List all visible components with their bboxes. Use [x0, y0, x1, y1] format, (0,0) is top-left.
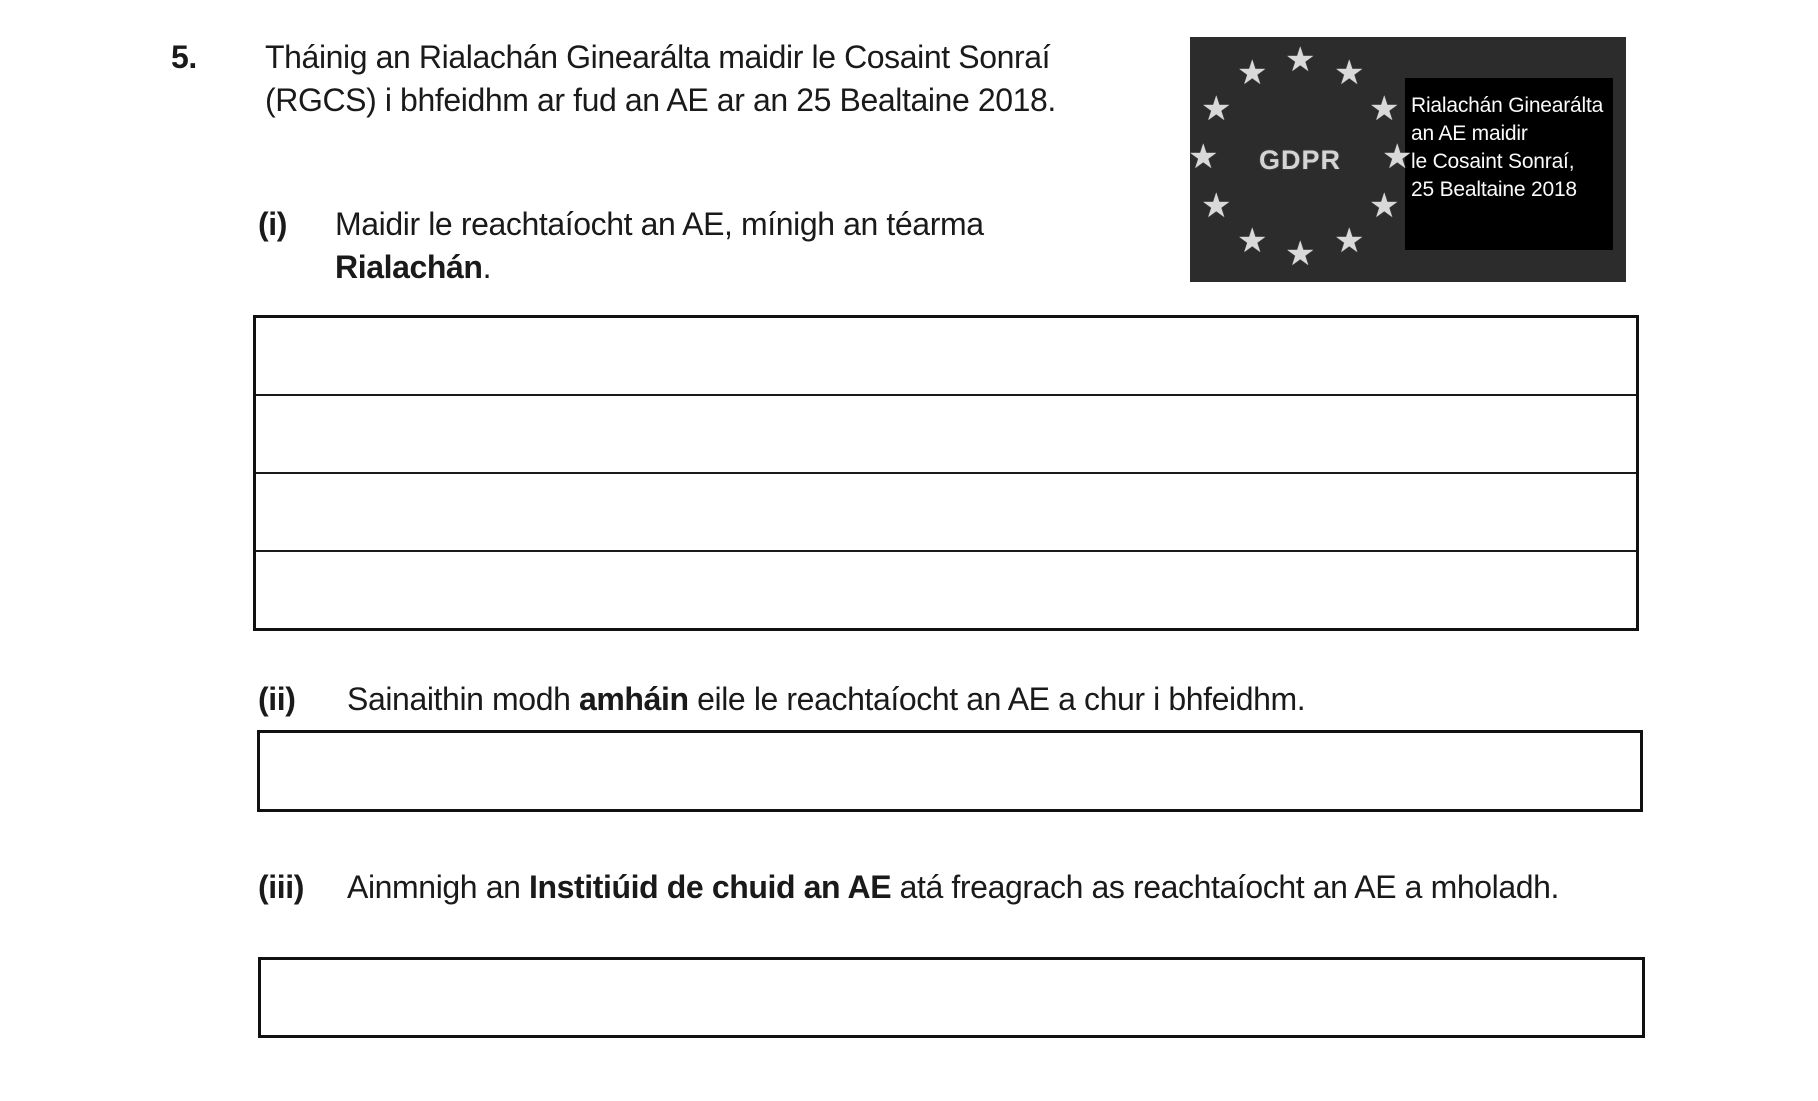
eu-star-icon: ★ — [1236, 222, 1268, 260]
subquestion-i-line-1: Maidir le reachtaíocht an AE, mínigh an téarma — [335, 206, 984, 242]
answer-line[interactable] — [256, 552, 1636, 628]
subquestion-i-term: Rialachán — [335, 249, 483, 285]
eu-star-icon: ★ — [1187, 138, 1219, 176]
eu-star-icon: ★ — [1381, 138, 1413, 176]
subquestion-ii-text — [347, 678, 1305, 721]
answer-table-i — [253, 315, 1639, 631]
question-intro-line-2: (RGCS) i bhfeidhm ar fud an AE ar an 25 Bealtaine 2018. — [265, 82, 1056, 118]
eu-star-icon: ★ — [1200, 90, 1232, 128]
answer-box-iii[interactable] — [258, 957, 1645, 1038]
question-intro — [265, 36, 1056, 122]
subquestion-iii-plain-2: atá freagrach as reachtaíocht an AE a mholadh. — [891, 869, 1560, 905]
eu-star-icon: ★ — [1284, 235, 1316, 273]
gdpr-figure — [1187, 37, 1626, 282]
eu-star-icon: ★ — [1368, 187, 1400, 225]
eu-star-icon: ★ — [1368, 90, 1400, 128]
eu-star-icon: ★ — [1200, 187, 1232, 225]
question-number: 5. — [171, 39, 197, 75]
eu-star-icon: ★ — [1236, 54, 1268, 92]
gdpr-logo-text: GDPR — [1258, 145, 1341, 175]
subquestion-iii-text — [347, 866, 1559, 909]
subquestion-ii-plain-2: eile le reachtaíocht an AE a chur i bhfeidhm. — [688, 681, 1306, 717]
eu-star-icon: ★ — [1333, 222, 1365, 260]
gdpr-caption-line: Rialachán Ginearálta — [1411, 94, 1604, 117]
answer-line[interactable] — [256, 396, 1636, 474]
subquestion-ii-bold: amháin — [578, 681, 689, 717]
gdpr-caption-line: 25 Bealtaine 2018 — [1411, 178, 1577, 201]
subquestion-iii-bold: Institiúid de chuid an AE — [528, 869, 892, 905]
eu-star-icon: ★ — [1333, 54, 1365, 92]
gdpr-caption — [1405, 78, 1613, 250]
subquestion-i-text — [335, 203, 984, 289]
answer-line[interactable] — [256, 318, 1636, 396]
eu-star-icon: ★ — [1284, 41, 1316, 79]
gdpr-caption-line: le Cosaint Sonraí, — [1411, 150, 1575, 173]
gdpr-caption-line: an AE maidir — [1411, 122, 1528, 145]
subquestion-ii-plain-1: Sainaithin modh — [347, 681, 579, 717]
subquestion-i-label: (i) — [258, 206, 288, 242]
subquestion-i-line-2 — [335, 246, 984, 289]
question-intro-line-1: Tháinig an Rialachán Ginearálta maidir le Cosaint Sonraí — [265, 39, 1051, 75]
subquestion-iii-label: (iii) — [258, 869, 304, 905]
answer-line[interactable] — [256, 474, 1636, 552]
subquestion-i-term-suffix: . — [482, 249, 492, 285]
subquestion-iii-plain-1: Ainmnigh an — [347, 869, 529, 905]
answer-box-ii[interactable] — [257, 730, 1643, 812]
subquestion-ii-label: (ii) — [258, 681, 296, 717]
